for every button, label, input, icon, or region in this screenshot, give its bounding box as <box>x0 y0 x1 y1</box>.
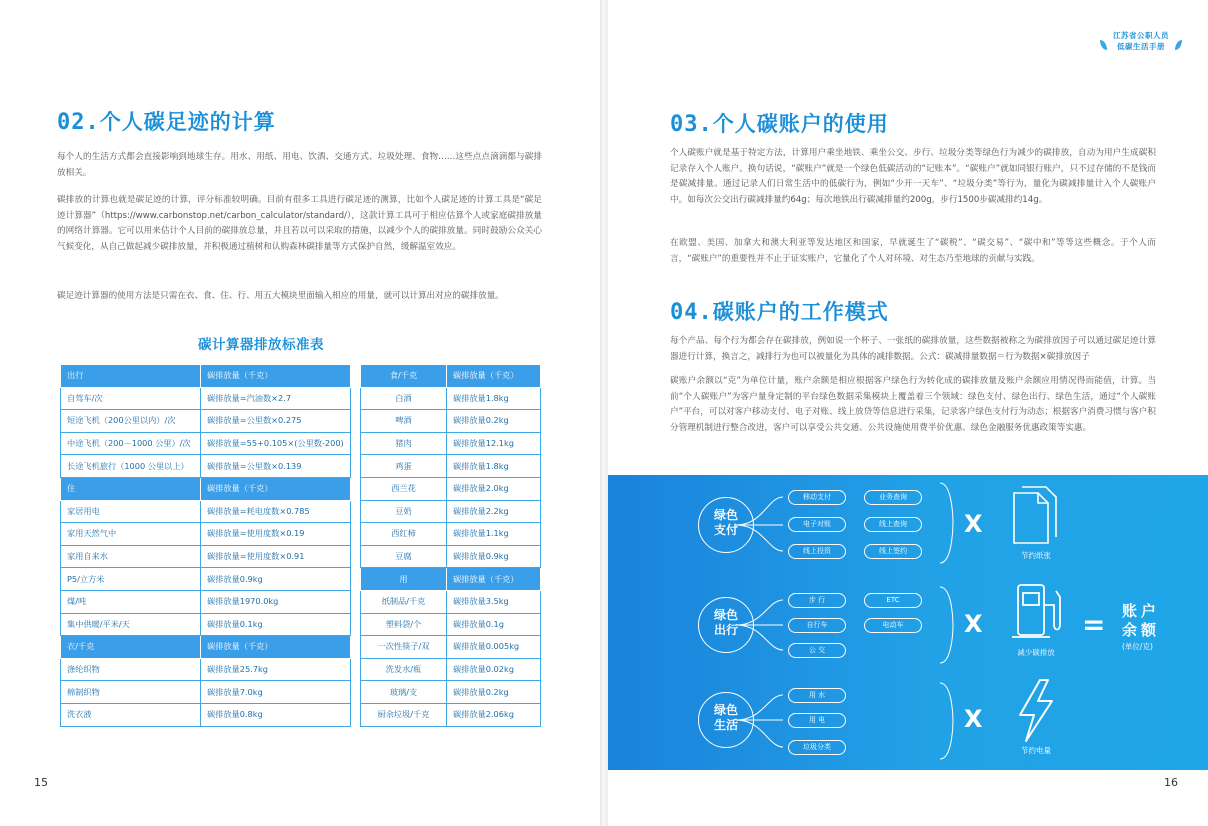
lightning-icon <box>1020 680 1052 741</box>
section-title-03 <box>670 108 889 138</box>
pill-e-statement: 电子对账 <box>788 517 846 532</box>
green-payment-circle <box>698 497 754 553</box>
pill-online-invest: 线上投资 <box>788 544 846 559</box>
category-label: 绿色 <box>713 703 738 717</box>
table-row <box>61 613 351 636</box>
table-row <box>361 545 541 568</box>
table-row <box>361 658 541 681</box>
calculator-paragraph: 碳排放的计算也就是碳足迹的计算，评分标准较明确。目前有很多工具进行碳足迹的测算，比如个人碳足迹的计算工具是“碳足迹计算器”（https://www.carbonstop.net/carbon_calculator/standard/），这款计算工具可于相应估算个人或家庭碳排放量的网络计算器。它可以用来估计个人目前的碳排放总量，并且若以可以采取的措施，以减少个人的碳排放量。同时鼓励公众关心气候变化，从自己做起减少碳排放量，并积极通过植树和认购森林碳排量等方式保护自然，缓解温室效应。 <box>57 195 542 252</box>
table-value-cell: 碳排放量2.2kg <box>447 500 541 523</box>
table-value-cell: 碳排放量=使用度数×0.91 <box>201 545 351 568</box>
category-label: 生活 <box>713 718 738 732</box>
table-value-cell: 碳排放量3.5kg <box>447 590 541 613</box>
table-row <box>61 658 351 681</box>
table-value-cell: 碳排放量1.8kg <box>447 387 541 410</box>
table-item-cell: 集中供暖/平米/天 <box>61 613 201 636</box>
multiply-sign: X <box>964 610 983 638</box>
section-heading: 个人碳足迹的计算 <box>99 110 276 134</box>
category-label: 绿色 <box>713 608 738 622</box>
table-item-cell: 西兰花 <box>361 477 447 500</box>
table-item-cell: 出行 <box>61 365 201 388</box>
carbon-account-paragraph: 个人碳账户就是基于特定方法，计算用户乘坐地铁、乘坐公交、步行、垃圾分类等绿色行为减少的碳排放，自动为用户生成碳积记录存入个人账户。换句话说，“碳账户”就是一个绿色低碳活动的“记账本”。“碳账户”就如同银行账户，只不过存储的不是钱而是碳减排量。通过记录人们日常生活中的低碳行为，例如“少开一天车”、“垃圾分类”等行为，量化为碳减排量计入个人碳账户中。如每次公交出行碳减排量约64g；每次地铁出行碳减排量约200g，步行1500步碳减排约14g。 <box>670 148 1156 205</box>
table-value-cell: 碳排放量=使用度数×0.19 <box>201 523 351 546</box>
pill-etc: ETC <box>864 593 922 608</box>
table-item-cell: 家用天然气中 <box>61 523 201 546</box>
table-item-cell: 纸制品/千克 <box>361 590 447 613</box>
table-value-cell: 碳排放量25.7kg <box>201 658 351 681</box>
green-travel-circle <box>698 597 754 653</box>
table-row <box>61 455 351 478</box>
pill-bicycle: 自行车 <box>788 618 846 633</box>
pill-online-sign: 线上签约 <box>864 544 922 559</box>
table-value-cell: 碳排放量（千克） <box>201 365 351 388</box>
table-item-cell: 家用自来水 <box>61 545 201 568</box>
left-page <box>0 0 600 826</box>
table-value-cell: 碳排放量2.06kg <box>447 703 541 726</box>
table-item-cell: 一次性筷子/双 <box>361 636 447 659</box>
table-value-cell: 碳排放量（千克） <box>447 568 541 591</box>
table-value-cell: 碳排放量0.02kg <box>447 658 541 681</box>
pill-garbage-sorting: 垃圾分类 <box>788 740 846 755</box>
table-item-cell: 用 <box>361 568 447 591</box>
table-row <box>61 500 351 523</box>
table-value-cell: 碳排放量0.2kg <box>447 410 541 433</box>
equals-sign: = <box>1082 608 1106 641</box>
table-item-cell: 洗发水/瓶 <box>361 658 447 681</box>
table-row <box>61 432 351 455</box>
table-row <box>361 500 541 523</box>
table-item-cell: 白酒 <box>361 387 447 410</box>
table-item-cell: 鸡蛋 <box>361 455 447 478</box>
table-item-cell: 家居用电 <box>61 500 201 523</box>
table-value-cell: 碳排放量0.9kg <box>201 568 351 591</box>
table-item-cell: 涤纶织物 <box>61 658 201 681</box>
table-item-cell: P5/立方米 <box>61 568 201 591</box>
table-item-cell: 煤/吨 <box>61 590 201 613</box>
table-row <box>361 410 541 433</box>
usage-paragraph: 碳足迹计算器的使用方法是只需在衣、食、住、行、用五大模块里面输入相应的用量，就可以计算出对应的碳排放量。 <box>57 291 504 301</box>
emission-table-left <box>60 364 351 727</box>
table-item-cell: 啤酒 <box>361 410 447 433</box>
table-item-cell: 食/千克 <box>361 365 447 388</box>
table-item-cell: 长途飞机旅行（1000 公里以上） <box>61 455 201 478</box>
table-item-cell: 玻璃/支 <box>361 681 447 704</box>
logo-line-1: 江苏省公职人员 <box>1113 31 1169 40</box>
table-item-cell: 豆奶 <box>361 500 447 523</box>
factor-paragraph: 每个产品、每个行为都会存在碳排放，例如说一个杯子、一张纸的碳排放量，这些数据被称之为碳排放因子可以通过碳足迹计算器进行计算，换言之，减排行为也可以被量化为具体的减排数据。公式：碳减排量数据＝行为数据×碳排放因子 <box>670 336 1156 362</box>
green-life-circle <box>698 692 754 748</box>
table-row <box>361 432 541 455</box>
table-row <box>61 387 351 410</box>
section-title-04 <box>670 296 889 326</box>
label-reduce-emission: 减少碳排放 <box>1017 648 1055 657</box>
table-value-cell: 碳排放量0.1kg <box>201 613 351 636</box>
table-value-cell: 碳排放量=耗电度数×0.785 <box>201 500 351 523</box>
right-page <box>608 0 1208 826</box>
table-header-row <box>361 568 541 591</box>
page-number: 15 <box>34 776 48 789</box>
table-row <box>61 703 351 726</box>
table-item-cell: 自驾车/次 <box>61 387 201 410</box>
section-number: 02. <box>57 110 100 135</box>
table-row <box>361 681 541 704</box>
table-value-cell: 碳排放量7.0kg <box>201 681 351 704</box>
charging-station-icon <box>1012 585 1060 637</box>
table-caption: 碳计算器排放标准表 <box>198 337 324 353</box>
pill-business-query: 业务查询 <box>864 490 922 505</box>
table-value-cell: 碳排放量（千克） <box>447 365 541 388</box>
pill-online-query: 线上查询 <box>864 517 922 532</box>
handbook-logo <box>1098 30 1184 62</box>
table-item-cell: 住 <box>61 477 201 500</box>
table-value-cell: 碳排放量1.8kg <box>447 455 541 478</box>
table-row <box>361 590 541 613</box>
table-row <box>361 613 541 636</box>
category-label: 出行 <box>713 623 738 637</box>
table-row <box>361 387 541 410</box>
table-item-cell: 中途飞机（200－1000 公里）/次 <box>61 432 201 455</box>
table-value-cell: 碳排放量=汽油数×2.7 <box>201 387 351 410</box>
table-header-row <box>361 365 541 388</box>
book-gutter <box>600 0 608 826</box>
section-heading: 碳账户的工作模式 <box>712 300 889 324</box>
pill-bus: 公 交 <box>788 643 846 658</box>
table-value-cell: 碳排放量0.1g <box>447 613 541 636</box>
multiply-sign: X <box>964 510 983 538</box>
label-save-electricity: 节约电量 <box>1021 746 1051 755</box>
page-number: 16 <box>1164 776 1178 789</box>
table-item-cell: 塑料袋/个 <box>361 613 447 636</box>
table-row <box>61 410 351 433</box>
result-label-2: 余额 <box>1122 621 1161 639</box>
pill-walk: 步 行 <box>788 593 846 608</box>
table-value-cell: 碳排放量0.2kg <box>447 681 541 704</box>
table-value-cell: 碳排放量=公里数×0.275 <box>201 410 351 433</box>
table-header-row <box>61 365 351 388</box>
table-value-cell: 碳排放量（千克） <box>201 477 351 500</box>
table-value-cell: 碳排放量=55+0.105×(公里数-200) <box>201 432 351 455</box>
emission-table-right <box>360 364 541 727</box>
table-header-row <box>61 477 351 500</box>
table-value-cell: 碳排放量0.005kg <box>447 636 541 659</box>
pill-e-bike: 电动车 <box>864 618 922 633</box>
table-item-cell: 西红柿 <box>361 523 447 546</box>
carbon-account-diagram <box>608 475 1208 770</box>
logo-line-2: 低碳生活手册 <box>1117 42 1165 51</box>
pill-electricity: 用 电 <box>788 713 846 728</box>
table-value-cell: 碳排放量1970.0kg <box>201 590 351 613</box>
table-item-cell: 洗衣液 <box>61 703 201 726</box>
result-unit: (单位/克) <box>1122 642 1153 651</box>
section-heading: 个人碳账户的使用 <box>712 112 889 136</box>
table-item-cell: 短途飞机（200公里以内）/次 <box>61 410 201 433</box>
international-paragraph: 在欧盟、美国、加拿大和澳大利亚等发达地区和国家，早就诞生了“碳税”、“碳交易”、“碳中和”等等这些概念。于个人而言，“碳账户”的重要性并不止于证实账户，它量化了个人对环境、对生态乃至地球的贡献与实践。 <box>670 238 1156 264</box>
table-item-cell: 厨余垃圾/千克 <box>361 703 447 726</box>
result-label-1: 账户 <box>1122 602 1161 620</box>
label-save-paper: 节约纸张 <box>1021 551 1051 560</box>
table-value-cell: 碳排放量（千克） <box>201 636 351 659</box>
table-value-cell: 碳排放量0.8kg <box>201 703 351 726</box>
category-label: 绿色 <box>713 508 738 522</box>
table-value-cell: 碳排放量1.1kg <box>447 523 541 546</box>
table-row <box>361 477 541 500</box>
pill-water: 用 水 <box>788 688 846 703</box>
table-item-cell: 豆腐 <box>361 545 447 568</box>
table-row <box>61 523 351 546</box>
table-value-cell: 碳排放量12.1kg <box>447 432 541 455</box>
pill-mobile-pay: 移动支付 <box>788 490 846 505</box>
section-title-02 <box>57 106 276 136</box>
multiply-sign: X <box>964 705 983 733</box>
category-label: 支付 <box>713 523 738 537</box>
table-item-cell: 棉制织物 <box>61 681 201 704</box>
table-row <box>361 523 541 546</box>
section-number: 04. <box>670 300 713 325</box>
table-item-cell: 衣/千克 <box>61 636 201 659</box>
table-row <box>361 455 541 478</box>
table-row <box>61 545 351 568</box>
table-row <box>61 590 351 613</box>
balance-paragraph: 碳账户余额以“克”为单位计量，账户余额是相应根据客户绿色行为转化成的碳排放量及账户余额应用情况得而能值，计算。当前“个人碳账户”为客户量身定制的平台绿色数据采集模块上覆盖着三个领域：绿色支付、绿色出行、绿色生活，通过“个人碳账户”平台，可以对客户移动支付、电子对账、线上放贷等信息进行采集，记录客户绿色支付行为动态；根据客户消费习惯与客户积分管理机制进行整合改进，客户可以享受公共交通、公共设施使用费半价优惠、绿色金融服务优惠政策等实惠。 <box>670 376 1156 433</box>
table-item-cell: 猪肉 <box>361 432 447 455</box>
table-row <box>361 703 541 726</box>
paper-icon <box>1014 487 1056 543</box>
section-number: 03. <box>670 112 713 137</box>
intro-paragraph: 每个人的生活方式都会直接影响到地球生存。用水、用纸、用电、饮酒、交通方式、垃圾处理、食物……这些点点滴滴都与碳排放相关。 <box>57 152 542 178</box>
table-value-cell: 碳排放量=公里数×0.139 <box>201 455 351 478</box>
table-value-cell: 碳排放量0.9kg <box>447 545 541 568</box>
table-value-cell: 碳排放量2.0kg <box>447 477 541 500</box>
table-row <box>361 636 541 659</box>
table-row <box>61 681 351 704</box>
table-header-row <box>61 636 351 659</box>
table-row <box>61 568 351 591</box>
